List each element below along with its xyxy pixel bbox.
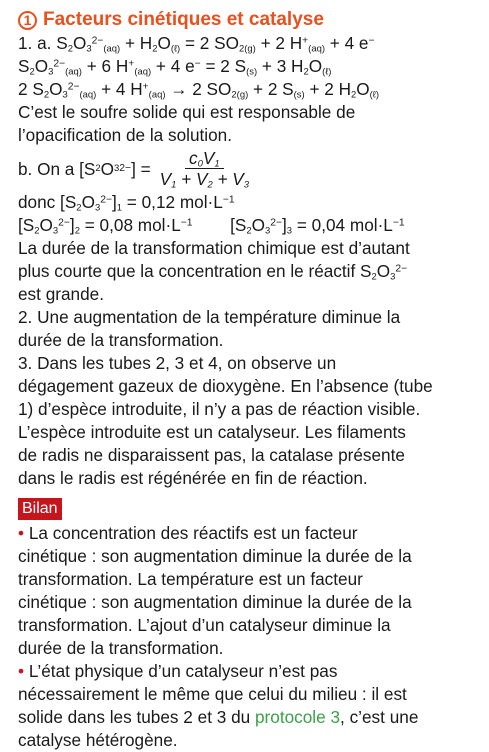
bilan-label: Bilan bbox=[18, 498, 62, 520]
paragraph-line: C’est le soufre solide qui est responsable de bbox=[18, 102, 356, 122]
paragraph-line: dégagement gazeux de dioxygène. En l’absence (tube bbox=[18, 376, 433, 396]
equation-3: 2 $S_2O_3^{2-}_{(aq)} + 4$ $H^+_{(aq)} \to 2$ $SO_{2(g)} + 2$ $S_{(s)} + 2$ $H_2O_{(\ell)}$ bbox=[18, 79, 380, 101]
paragraph-line: solide dans les tubes 2 et 3 du protocole 3, c’est une bbox=[18, 707, 419, 727]
paragraph-line: 3. Dans les tubes 2, 3 et 4, on observe un bbox=[18, 353, 337, 373]
paragraph-line: catalyse hétérogène. bbox=[18, 730, 178, 750]
paragraph-line: cinétique : son augmentation diminue la durée de la bbox=[18, 546, 412, 566]
section-title bbox=[18, 8, 481, 32]
paragraph-line: cinétique : son augmentation diminue la durée de la bbox=[18, 592, 412, 612]
paragraph-line: transformation. La température est un facteur bbox=[18, 569, 363, 589]
paragraph-line: plus courte que la concentration en le réactif $S_2O_3^{2-}$ bbox=[18, 261, 408, 283]
concentration-2-3: $[S_2O_3^{2-}]_2 = 0,08$ $mol\cdot L^{-1}$ $[S_2O_3^{2-}]_3 = 0,04$ $mol\cdot L^{-1}$ bbox=[18, 215, 405, 237]
protocol-link[interactable]: protocole 3 bbox=[254, 707, 341, 727]
paragraph-line: 2. Une augmentation de la température diminue la bbox=[18, 307, 401, 327]
paragraph-line: l’opacification de la solution. bbox=[18, 125, 233, 145]
paragraph-line: 1) d’espèce introduite, il n’y a pas de réaction visible. bbox=[18, 399, 421, 419]
paragraph-line: dans le radis est régénérée en fin de réaction. bbox=[18, 468, 368, 488]
equation-1: 1. a. $S_2O_3^{2-}_{(aq)} + H_2O_{(\ell)} = 2$ $SO_{2(g)} + 2$ $H^+_{(aq)} + 4$ e− bbox=[18, 33, 375, 55]
paragraph-line: L’espèce introduite est un catalyseur. Les filaments bbox=[18, 422, 406, 442]
concentration-1: donc $[S_2O_3^{2-}]_1 = 0,12$ $mol\cdot L^{-1}$ bbox=[18, 192, 235, 214]
bullet-icon: • bbox=[18, 523, 25, 543]
dilution-formula: b. On a [S 2 O 3 2− ] = $\frac{c_0V_1}{V_1 + V_2 + V_3}$ bbox=[18, 147, 481, 191]
bilan-point-1: • La concentration des réactifs est un facteur bbox=[18, 523, 358, 543]
section-title-text: Facteurs cinétiques et catalyse bbox=[43, 9, 324, 30]
bilan-point-2: • L’état physique d’un catalyseur n’est pas bbox=[18, 661, 338, 681]
paragraph-line: nécessairement le même que celui du milieu : il est bbox=[18, 684, 407, 704]
paragraph-line: transformation. L’ajout d’un catalyseur diminue la bbox=[18, 615, 391, 635]
bullet-icon: • bbox=[18, 661, 25, 681]
paragraph-line: durée de la transformation. bbox=[18, 330, 224, 350]
equation-2: $S_2O_3^{2-}_{(aq)} + 6$ $H^+_{(aq)} + 4$ e− = 2 $S_{(s)} + 3$ $H_2O_{(\ell)}$ bbox=[18, 56, 332, 78]
paragraph-line: La durée de la transformation chimique est d’autant bbox=[18, 238, 410, 258]
paragraph-line: est grande. bbox=[18, 284, 104, 304]
paragraph-line: durée de la transformation. bbox=[18, 638, 224, 658]
paragraph-line: de radis ne disparaissent pas, la catalase présente bbox=[18, 445, 405, 465]
fraction: $\frac{c_0V_1}{V_1 + V_2 + V_3}$ bbox=[159, 148, 250, 191]
section-number: 1 bbox=[18, 11, 37, 30]
